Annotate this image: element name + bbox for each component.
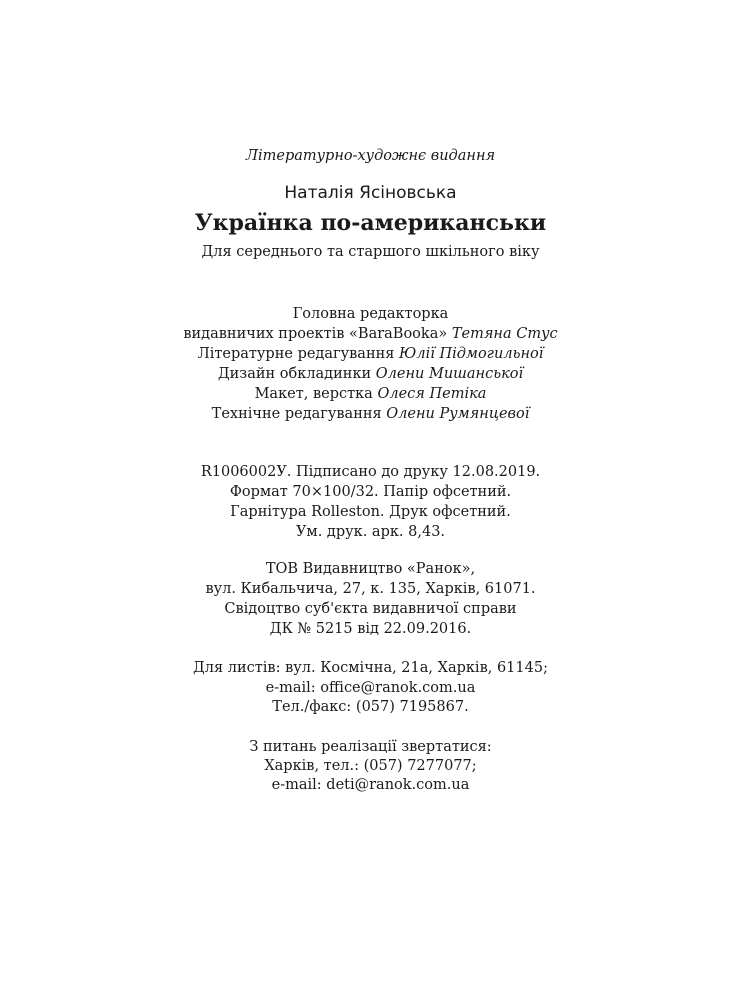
credit-role: Макет, верстка <box>254 386 373 402</box>
sales-line: e-mail: deti@ranok.com.ua <box>271 777 470 793</box>
sales-line: Харків, тел.: (057) 7277077; <box>264 758 477 774</box>
credit-person: Тетяна Стус <box>451 326 558 342</box>
publisher-line: вул. Кибальчича, 27, к. 135, Харків, 61071. <box>205 581 536 597</box>
credit-person: Юлії Підмогильної <box>399 346 544 362</box>
contact-line: Для листів: вул. Космічна, 21а, Харків, 61145; <box>193 660 548 676</box>
print-info-line: Формат 70×100/32. Папір офсетний. <box>229 484 512 500</box>
sales-line: З питань реалізації звертатися: <box>249 739 492 755</box>
contact-line: Тел./факс: (057) 7195867. <box>272 699 469 715</box>
publisher-line: Свідоцтво суб'єкта видавничої справи <box>224 601 517 617</box>
contact-line: e-mail: office@ranok.com.ua <box>265 680 476 696</box>
print-info-line: Ум. друк. арк. 8,43. <box>295 524 446 540</box>
credit-role: Літературне редагування <box>197 346 395 362</box>
author-name: Наталія Ясіновська <box>284 183 457 203</box>
publisher-line: ДК № 5215 від 22.09.2016. <box>269 621 472 637</box>
credit-line <box>0 364 741 384</box>
credit-line <box>0 404 741 424</box>
print-info-line: Гарнітура Rolleston. Друк офсетний. <box>230 504 511 520</box>
credit-line <box>0 384 741 404</box>
book-title: Українка по-американськи <box>194 210 547 236</box>
credit-role: видавничих проектів «BaraBooka» <box>183 326 448 342</box>
age-subtitle: Для середнього та старшого шкільного віку <box>201 244 540 260</box>
credit-role: Технічне редагування <box>211 406 382 422</box>
credit-person: Олеся Петіка <box>377 386 487 402</box>
print-info-line: R1006002У. Підписано до друку 12.08.2019. <box>200 464 541 480</box>
publisher-line: ТОВ Видавництво «Ранок», <box>265 561 476 577</box>
credit-role: Дизайн обкладинки <box>217 366 372 382</box>
credit-person: Олени Мишанської <box>375 366 524 382</box>
credit-line <box>0 304 741 324</box>
credit-line <box>0 324 741 344</box>
credit-line <box>0 344 741 364</box>
genre-label: Літературно-художнє видання <box>245 148 496 164</box>
credit-role: Головна редакторка <box>292 306 449 322</box>
credit-person: Олени Румянцевої <box>386 406 530 422</box>
